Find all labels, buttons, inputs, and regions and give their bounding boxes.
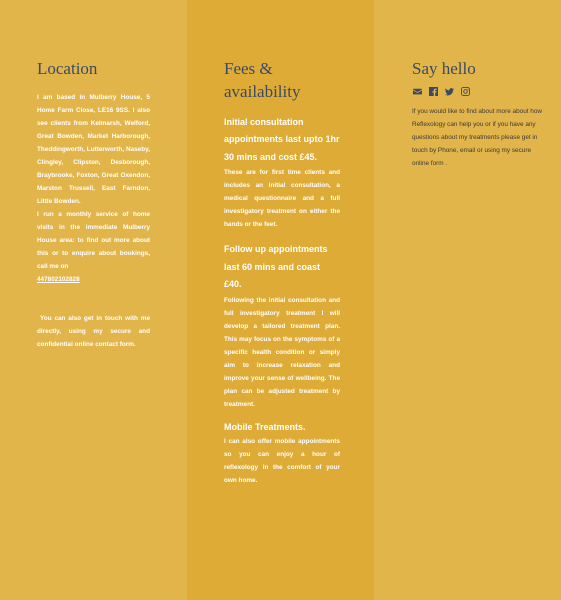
instagram-icon[interactable] [461, 87, 470, 96]
phone-link[interactable]: 447802102828 [37, 275, 80, 283]
mobile-treatments-title: Mobile Treatments. [224, 421, 306, 432]
initial-consultation-text: These are for first time clients and includes an initial consultation, a medical questionnaire and a full investigatory treatment on either the hands or the feet. [224, 169, 340, 229]
fees-heading: Fees & availability [224, 59, 301, 101]
contact-form-text: You can also get in touch with me directly, using my secure and confidential online contact form. [37, 314, 150, 348]
location-heading: Location [37, 59, 98, 78]
follow-up-title: Follow up appointments last 60 mins and coast £40. [224, 244, 328, 290]
envelope-icon[interactable] [413, 87, 422, 96]
say-hello-column [374, 0, 561, 600]
fees-column [187, 0, 374, 600]
social-icons [413, 87, 543, 96]
facebook-icon[interactable] [429, 87, 438, 96]
say-hello-heading: Say hello [412, 59, 476, 78]
follow-up-text: Following the initial consultation and full investigatory treatment I will develop a tailored treatment plan. This may focus on the symptoms of a specific health condition or simply aim to increase relaxation and improve your sense of wellbeing. The plan can be adjusted treatment by treatment. [224, 296, 340, 408]
home-visits-label: I run a monthly service of home visits in the immediate Mulberry House area: to find out more about this or to enquire about bookings, call me on [37, 210, 150, 270]
say-hello-text: If you would like to find about more about how Reflexology can help you or if you have any questions about my treatments please get in touch by Phone, email or using my secure online form . [412, 107, 543, 167]
location-column [0, 0, 187, 600]
initial-consultation-title: Initial consultation appointments last upto 1hr 30 mins and cost £45. [224, 116, 340, 162]
spacer [37, 286, 150, 312]
mobile-treatments-text: I can also offer mobile appointments so you can enjoy a hour of reflexology in the comfort of your own home. [224, 437, 340, 484]
twitter-icon[interactable] [445, 87, 454, 96]
location-intro-text: I am based in Mulberry House, 5 Home Farm Close, LE16 9SS. I also see clients from Kelmarsh, Welford, Great Bowden, Market Harborough, Theddingworth, Lutterworth, Naseby, Clingley, Clipston, Desborough, Braybrooke, Foxton, Great Oxendon, Marston Trussell, East Farndon, Little Bowden. [37, 93, 150, 205]
home-visits-text [37, 208, 150, 286]
